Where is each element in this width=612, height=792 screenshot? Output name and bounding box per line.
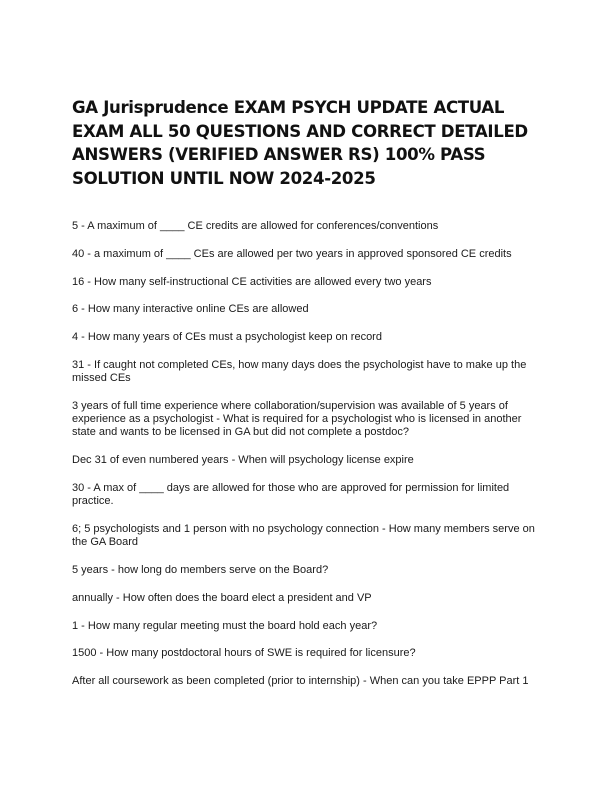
qa-item: 5 years - how long do members serve on the Board? xyxy=(72,563,329,576)
qa-item: 40 - a maximum of ____ CEs are allowed per two years in approved sponsored CE credits xyxy=(72,247,512,260)
qa-item: 30 - A max of ____ days are allowed for those who are approved for permission for limited practice. xyxy=(72,481,510,508)
qa-item: 1 - How many regular meeting must the board hold each year? xyxy=(72,619,378,632)
qa-item: 3 years of full time experience where collaboration/supervision was available of 5 years of experience as a psychologist - What is required for a psychologist who is licensed in another state and wants to be licensed in GA but did not complete a postdoc? xyxy=(72,399,522,439)
qa-item: 4 - How many years of CEs must a psychologist keep on record xyxy=(72,331,382,344)
qa-item: 6 - How many interactive online CEs are allowed xyxy=(72,303,309,316)
qa-list xyxy=(72,220,542,703)
qa-item: 6; 5 psychologists and 1 person with no psychology connection - How many members serve on the GA Board xyxy=(72,522,535,549)
qa-item: 1500 - How many postdoctoral hours of SWE is required for licensure? xyxy=(72,647,416,660)
qa-item: 16 - How many self-instructional CE activities are allowed every two years xyxy=(72,275,432,288)
qa-item: Dec 31 of even numbered years - When will psychology license expire xyxy=(72,454,414,467)
qa-item: 31 - If caught not completed CEs, how many days does the psychologist have to make up the missed CEs xyxy=(72,358,527,385)
qa-item: annually - How often does the board elect a president and VP xyxy=(72,591,372,604)
document-title: GA Jurisprudence EXAM PSYCH UPDATE ACTUAL EXAM ALL 50 QUESTIONS AND CORRECT DETAILED ANSWERS (VERIFIED ANSWER RS) 100% PASS SOLUTION UNTIL NOW 2024-2025 xyxy=(72,98,528,188)
qa-item: After all coursework as been completed (prior to internship) - When can you take EPPP Part 1 xyxy=(72,675,529,688)
qa-item: 5 - A maximum of ____ CE credits are allowed for conferences/conventions xyxy=(72,220,439,232)
